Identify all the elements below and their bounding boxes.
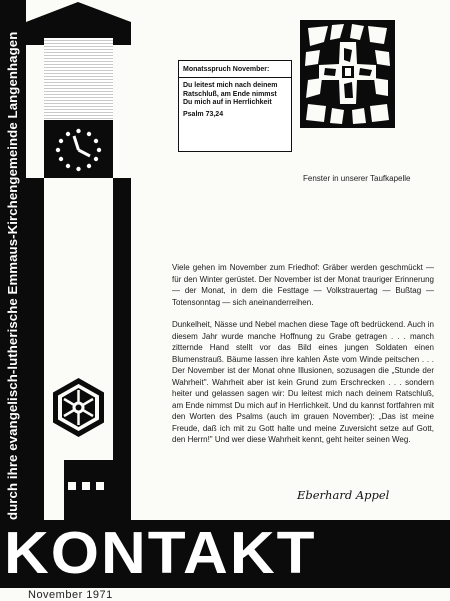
monthly-saying-box [178, 60, 292, 152]
window-slot [54, 482, 62, 490]
tower-base [26, 460, 131, 520]
tower-base-windows [54, 482, 104, 490]
hexagon-emblem-icon [46, 375, 111, 440]
author-signature: Eberhard Appel [297, 488, 390, 502]
issue-date: November 1971 [28, 589, 113, 601]
window-slot [68, 482, 76, 490]
article-paragraph: Viele gehen im November zum Friedhof: Gräber werden geschmückt — für den Winter gerüstet. Der November ist der Monat trauriger Erinnerung — der Monat, in dem die Festtage — Volkstrauertag — Bußtag — Totensonntag — sich aneinanderreihen. [172, 263, 434, 307]
monthly-saying-quote: Du leitest mich nach deinem Ratschluß, am Ende nimmst Du mich auf in Herrlichkeit [183, 82, 278, 107]
article-text [172, 262, 434, 457]
monthly-saying-header: Monatsspruch November: [179, 61, 291, 78]
window-slot [82, 482, 90, 490]
church-tower-illustration [26, 0, 131, 520]
window-caption: Fenster in unserer Taufkapelle [303, 174, 411, 183]
clock-face-icon [44, 120, 113, 178]
chapel-window-artwork [300, 20, 395, 128]
tower-louvre-panel [44, 38, 113, 120]
masthead-title: KONTAKT [4, 520, 317, 587]
window-slot [96, 482, 104, 490]
side-banner-text: durch ihre evangelisch-lutherische Emmaus-Kirchengemeinde Langenhagen [5, 31, 20, 520]
tower-door [44, 460, 64, 520]
article-paragraph: Dunkelheit, Nässe und Nebel machen diese Tage oft bedrückend. Auch in diesem Jahr wurde manche Hoffnung zu Grabe getragen . . . manch zitternde Hand stellt vor das Bild eines jungen Soldaten einen Blumenstrauß. Bäume lassen ihre kahlen Äste vom Winde peitschen . . . Der November ist der Monat ohne Illusionen, sozusagen die „Stunde der Wahrheit". Wahrheit aber ist kein Grund zum Erschrecken . . . sondern heiter und gelassen sagen wir: Du leitest mich nach deinem Ratschluß, am Ende nimmst Du mich auf in Herrlichkeit. Und du kannst fortfahren mit den Worten des Psalms (auch im grauen November): „Das ist meine Freude, daß ich mit zu Gott halte und meine Zuversicht setze auf Gott, den Herrn!" Und wer diese Wahrheit kennt, geht heiter seinen Weg. [172, 320, 434, 444]
monthly-saying-reference: Psalm 73,24 [183, 110, 224, 118]
